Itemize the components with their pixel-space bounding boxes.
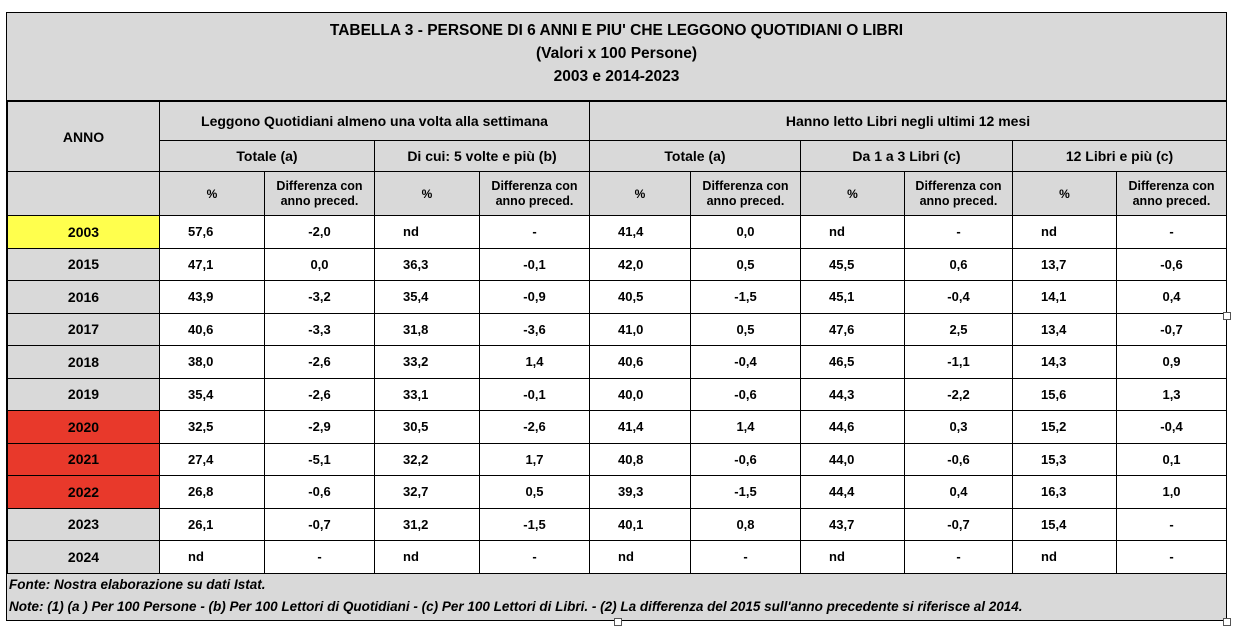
- cell-percent: 35,4: [375, 281, 480, 314]
- cell-difference: 1,4: [480, 346, 590, 379]
- cell-difference: 0,5: [480, 476, 590, 509]
- header-sub-newspapers-5plus: Di cui: 5 volte e più (b): [375, 141, 590, 172]
- header-unit-difference-line1: Differenza con: [915, 178, 1002, 193]
- cell-percent: 33,2: [375, 346, 480, 379]
- cell-percent: 42,0: [590, 248, 691, 281]
- table-row: [8, 216, 1227, 249]
- cell-difference: -1,5: [691, 281, 801, 314]
- cell-percent: 44,0: [801, 443, 905, 476]
- cell-percent: 14,1: [1013, 281, 1117, 314]
- cell-difference: -2,2: [905, 378, 1013, 411]
- header-group-newspapers: Leggono Quotidiani almeno una volta alla settimana: [160, 102, 590, 141]
- cell-percent: 41,4: [590, 411, 691, 444]
- cell-percent: 33,1: [375, 378, 480, 411]
- cell-difference: -2,6: [265, 346, 375, 379]
- cell-percent: 36,3: [375, 248, 480, 281]
- cell-difference: 0,0: [265, 248, 375, 281]
- cell-percent: 15,3: [1013, 443, 1117, 476]
- table-row: [8, 248, 1227, 281]
- cell-difference: 0,4: [1117, 281, 1227, 314]
- cell-percent: 35,4: [160, 378, 265, 411]
- table-row: [8, 313, 1227, 346]
- header-unit-difference: [691, 172, 801, 216]
- cell-difference: -: [265, 541, 375, 574]
- cell-percent: nd: [375, 216, 480, 249]
- cell-difference: -: [1117, 216, 1227, 249]
- source-note: Fonte: Nostra elaborazione su dati Istat.: [9, 576, 266, 592]
- cell-percent: 26,8: [160, 476, 265, 509]
- header-unit-difference-line2: anno preced.: [706, 193, 785, 208]
- cell-percent: 15,2: [1013, 411, 1117, 444]
- cell-difference: 2,5: [905, 313, 1013, 346]
- table-row: [8, 443, 1227, 476]
- cell-difference: -1,5: [480, 508, 590, 541]
- row-year: 2023: [8, 508, 160, 541]
- cell-difference: -2,0: [265, 216, 375, 249]
- cell-difference: -2,6: [480, 411, 590, 444]
- row-year: 2022: [8, 476, 160, 509]
- explanatory-note: Note: (1) (a ) Per 100 Persone - (b) Per 100 Lettori di Quotidiani - (c) Per 100 Lettori di Libri. - (2) La differenza del 2015 sull'anno precedente si riferisce al 2014.: [9, 598, 1023, 614]
- cell-percent: 38,0: [160, 346, 265, 379]
- cell-difference: -: [905, 541, 1013, 574]
- cell-percent: 44,4: [801, 476, 905, 509]
- header-unit-empty: [8, 172, 160, 216]
- cell-difference: -3,3: [265, 313, 375, 346]
- footer-notes: [7, 574, 1226, 618]
- cell-percent: 41,0: [590, 313, 691, 346]
- row-year: 2020: [8, 411, 160, 444]
- table-row: [8, 281, 1227, 314]
- header-unit-difference-line2: anno preced.: [919, 193, 998, 208]
- cell-percent: nd: [590, 541, 691, 574]
- cell-difference: 0,6: [905, 248, 1013, 281]
- row-year: 2016: [8, 281, 160, 314]
- selection-handle-bottom[interactable]: [614, 618, 622, 626]
- row-year: 2003: [8, 216, 160, 249]
- cell-difference: -: [905, 216, 1013, 249]
- header-anno: ANNO: [8, 102, 160, 172]
- cell-percent: 40,6: [160, 313, 265, 346]
- header-unit-percent: %: [1013, 172, 1117, 216]
- header-unit-percent: %: [590, 172, 691, 216]
- cell-percent: 27,4: [160, 443, 265, 476]
- cell-difference: -0,7: [1117, 313, 1227, 346]
- header-unit-difference-line2: anno preced.: [1132, 193, 1211, 208]
- cell-percent: 40,5: [590, 281, 691, 314]
- selection-handle-corner[interactable]: [1223, 618, 1231, 626]
- cell-percent: 26,1: [160, 508, 265, 541]
- cell-percent: 13,7: [1013, 248, 1117, 281]
- cell-percent: 16,3: [1013, 476, 1117, 509]
- header-unit-difference: [265, 172, 375, 216]
- cell-difference: -0,1: [480, 248, 590, 281]
- header-unit-percent: %: [801, 172, 905, 216]
- cell-percent: 44,6: [801, 411, 905, 444]
- table-row: [8, 411, 1227, 444]
- cell-difference: 0,5: [691, 313, 801, 346]
- cell-difference: 1,7: [480, 443, 590, 476]
- title-block: [7, 13, 1226, 101]
- cell-difference: -0,9: [480, 281, 590, 314]
- cell-difference: -0,7: [905, 508, 1013, 541]
- cell-difference: -0,6: [905, 443, 1013, 476]
- cell-difference: -0,4: [905, 281, 1013, 314]
- cell-difference: -: [480, 216, 590, 249]
- cell-percent: 47,1: [160, 248, 265, 281]
- cell-difference: 1,4: [691, 411, 801, 444]
- cell-difference: -3,2: [265, 281, 375, 314]
- header-unit-difference: [480, 172, 590, 216]
- cell-percent: 39,3: [590, 476, 691, 509]
- cell-percent: nd: [1013, 541, 1117, 574]
- cell-percent: 15,6: [1013, 378, 1117, 411]
- cell-difference: -: [480, 541, 590, 574]
- cell-percent: 46,5: [801, 346, 905, 379]
- header-unit-difference-line1: Differenza con: [276, 178, 363, 193]
- cell-difference: 1,0: [1117, 476, 1227, 509]
- cell-percent: 32,5: [160, 411, 265, 444]
- cell-percent: nd: [801, 216, 905, 249]
- cell-difference: 0,5: [691, 248, 801, 281]
- table-row: [8, 476, 1227, 509]
- cell-difference: -0,6: [691, 443, 801, 476]
- cell-percent: 32,7: [375, 476, 480, 509]
- selection-handle-right[interactable]: [1223, 312, 1231, 320]
- cell-difference: -3,6: [480, 313, 590, 346]
- cell-percent: 45,5: [801, 248, 905, 281]
- header-sub-books-1to3: Da 1 a 3 Libri (c): [801, 141, 1013, 172]
- cell-difference: -5,1: [265, 443, 375, 476]
- cell-difference: 0,8: [691, 508, 801, 541]
- cell-percent: 40,6: [590, 346, 691, 379]
- cell-difference: -0,1: [480, 378, 590, 411]
- header-unit-difference: [905, 172, 1013, 216]
- cell-difference: -2,6: [265, 378, 375, 411]
- cell-difference: -0,4: [1117, 411, 1227, 444]
- cell-percent: 32,2: [375, 443, 480, 476]
- header-group-books: Hanno letto Libri negli ultimi 12 mesi: [590, 102, 1227, 141]
- cell-difference: 0,4: [905, 476, 1013, 509]
- cell-difference: -0,6: [265, 476, 375, 509]
- table-row: [8, 378, 1227, 411]
- cell-difference: -: [1117, 508, 1227, 541]
- cell-difference: 0,9: [1117, 346, 1227, 379]
- cell-percent: 15,4: [1013, 508, 1117, 541]
- cell-percent: 57,6: [160, 216, 265, 249]
- cell-percent: 44,3: [801, 378, 905, 411]
- cell-percent: 40,8: [590, 443, 691, 476]
- row-year: 2018: [8, 346, 160, 379]
- cell-percent: nd: [801, 541, 905, 574]
- cell-difference: -0,6: [691, 378, 801, 411]
- cell-difference: 0,0: [691, 216, 801, 249]
- header-unit-difference-line2: anno preced.: [495, 193, 574, 208]
- table-row: [8, 508, 1227, 541]
- cell-percent: 40,1: [590, 508, 691, 541]
- cell-percent: 31,8: [375, 313, 480, 346]
- cell-difference: 1,3: [1117, 378, 1227, 411]
- cell-percent: 45,1: [801, 281, 905, 314]
- cell-percent: nd: [1013, 216, 1117, 249]
- cell-difference: -2,9: [265, 411, 375, 444]
- cell-difference: -: [1117, 541, 1227, 574]
- table-title: TABELLA 3 - PERSONE DI 6 ANNI E PIU' CHE LEGGONO QUOTIDIANI O LIBRI: [329, 22, 904, 39]
- header-unit-percent: %: [160, 172, 265, 216]
- header-sub-newspapers-total: Totale (a): [160, 141, 375, 172]
- cell-percent: nd: [375, 541, 480, 574]
- table-row: [8, 346, 1227, 379]
- cell-percent: 14,3: [1013, 346, 1117, 379]
- row-year: 2015: [8, 248, 160, 281]
- cell-difference: 0,1: [1117, 443, 1227, 476]
- table-period: 2003 e 2014-2023: [553, 68, 680, 85]
- cell-difference: -1,1: [905, 346, 1013, 379]
- row-year: 2024: [8, 541, 160, 574]
- table-frame: [6, 12, 1227, 621]
- cell-percent: 41,4: [590, 216, 691, 249]
- row-year: 2019: [8, 378, 160, 411]
- cell-difference: -: [691, 541, 801, 574]
- cell-percent: 43,9: [160, 281, 265, 314]
- row-year: 2017: [8, 313, 160, 346]
- cell-percent: 31,2: [375, 508, 480, 541]
- data-table: [7, 101, 1227, 574]
- table-row: [8, 541, 1227, 574]
- header-unit-difference: [1117, 172, 1227, 216]
- row-year: 2021: [8, 443, 160, 476]
- cell-difference: 0,3: [905, 411, 1013, 444]
- cell-percent: 30,5: [375, 411, 480, 444]
- cell-percent: nd: [160, 541, 265, 574]
- table-subtitle: (Valori x 100 Persone): [535, 45, 698, 62]
- cell-percent: 47,6: [801, 313, 905, 346]
- cell-percent: 43,7: [801, 508, 905, 541]
- cell-difference: -0,7: [265, 508, 375, 541]
- cell-difference: -0,6: [1117, 248, 1227, 281]
- header-unit-difference-line1: Differenza con: [1128, 178, 1215, 193]
- cell-difference: -0,4: [691, 346, 801, 379]
- header-unit-difference-line2: anno preced.: [280, 193, 359, 208]
- header-sub-books-12plus: 12 Libri e più (c): [1013, 141, 1227, 172]
- cell-percent: 13,4: [1013, 313, 1117, 346]
- header-unit-percent: %: [375, 172, 480, 216]
- header-sub-books-total: Totale (a): [590, 141, 801, 172]
- header-unit-difference-line1: Differenza con: [702, 178, 789, 193]
- cell-percent: 40,0: [590, 378, 691, 411]
- header-unit-difference-line1: Differenza con: [491, 178, 578, 193]
- cell-difference: -1,5: [691, 476, 801, 509]
